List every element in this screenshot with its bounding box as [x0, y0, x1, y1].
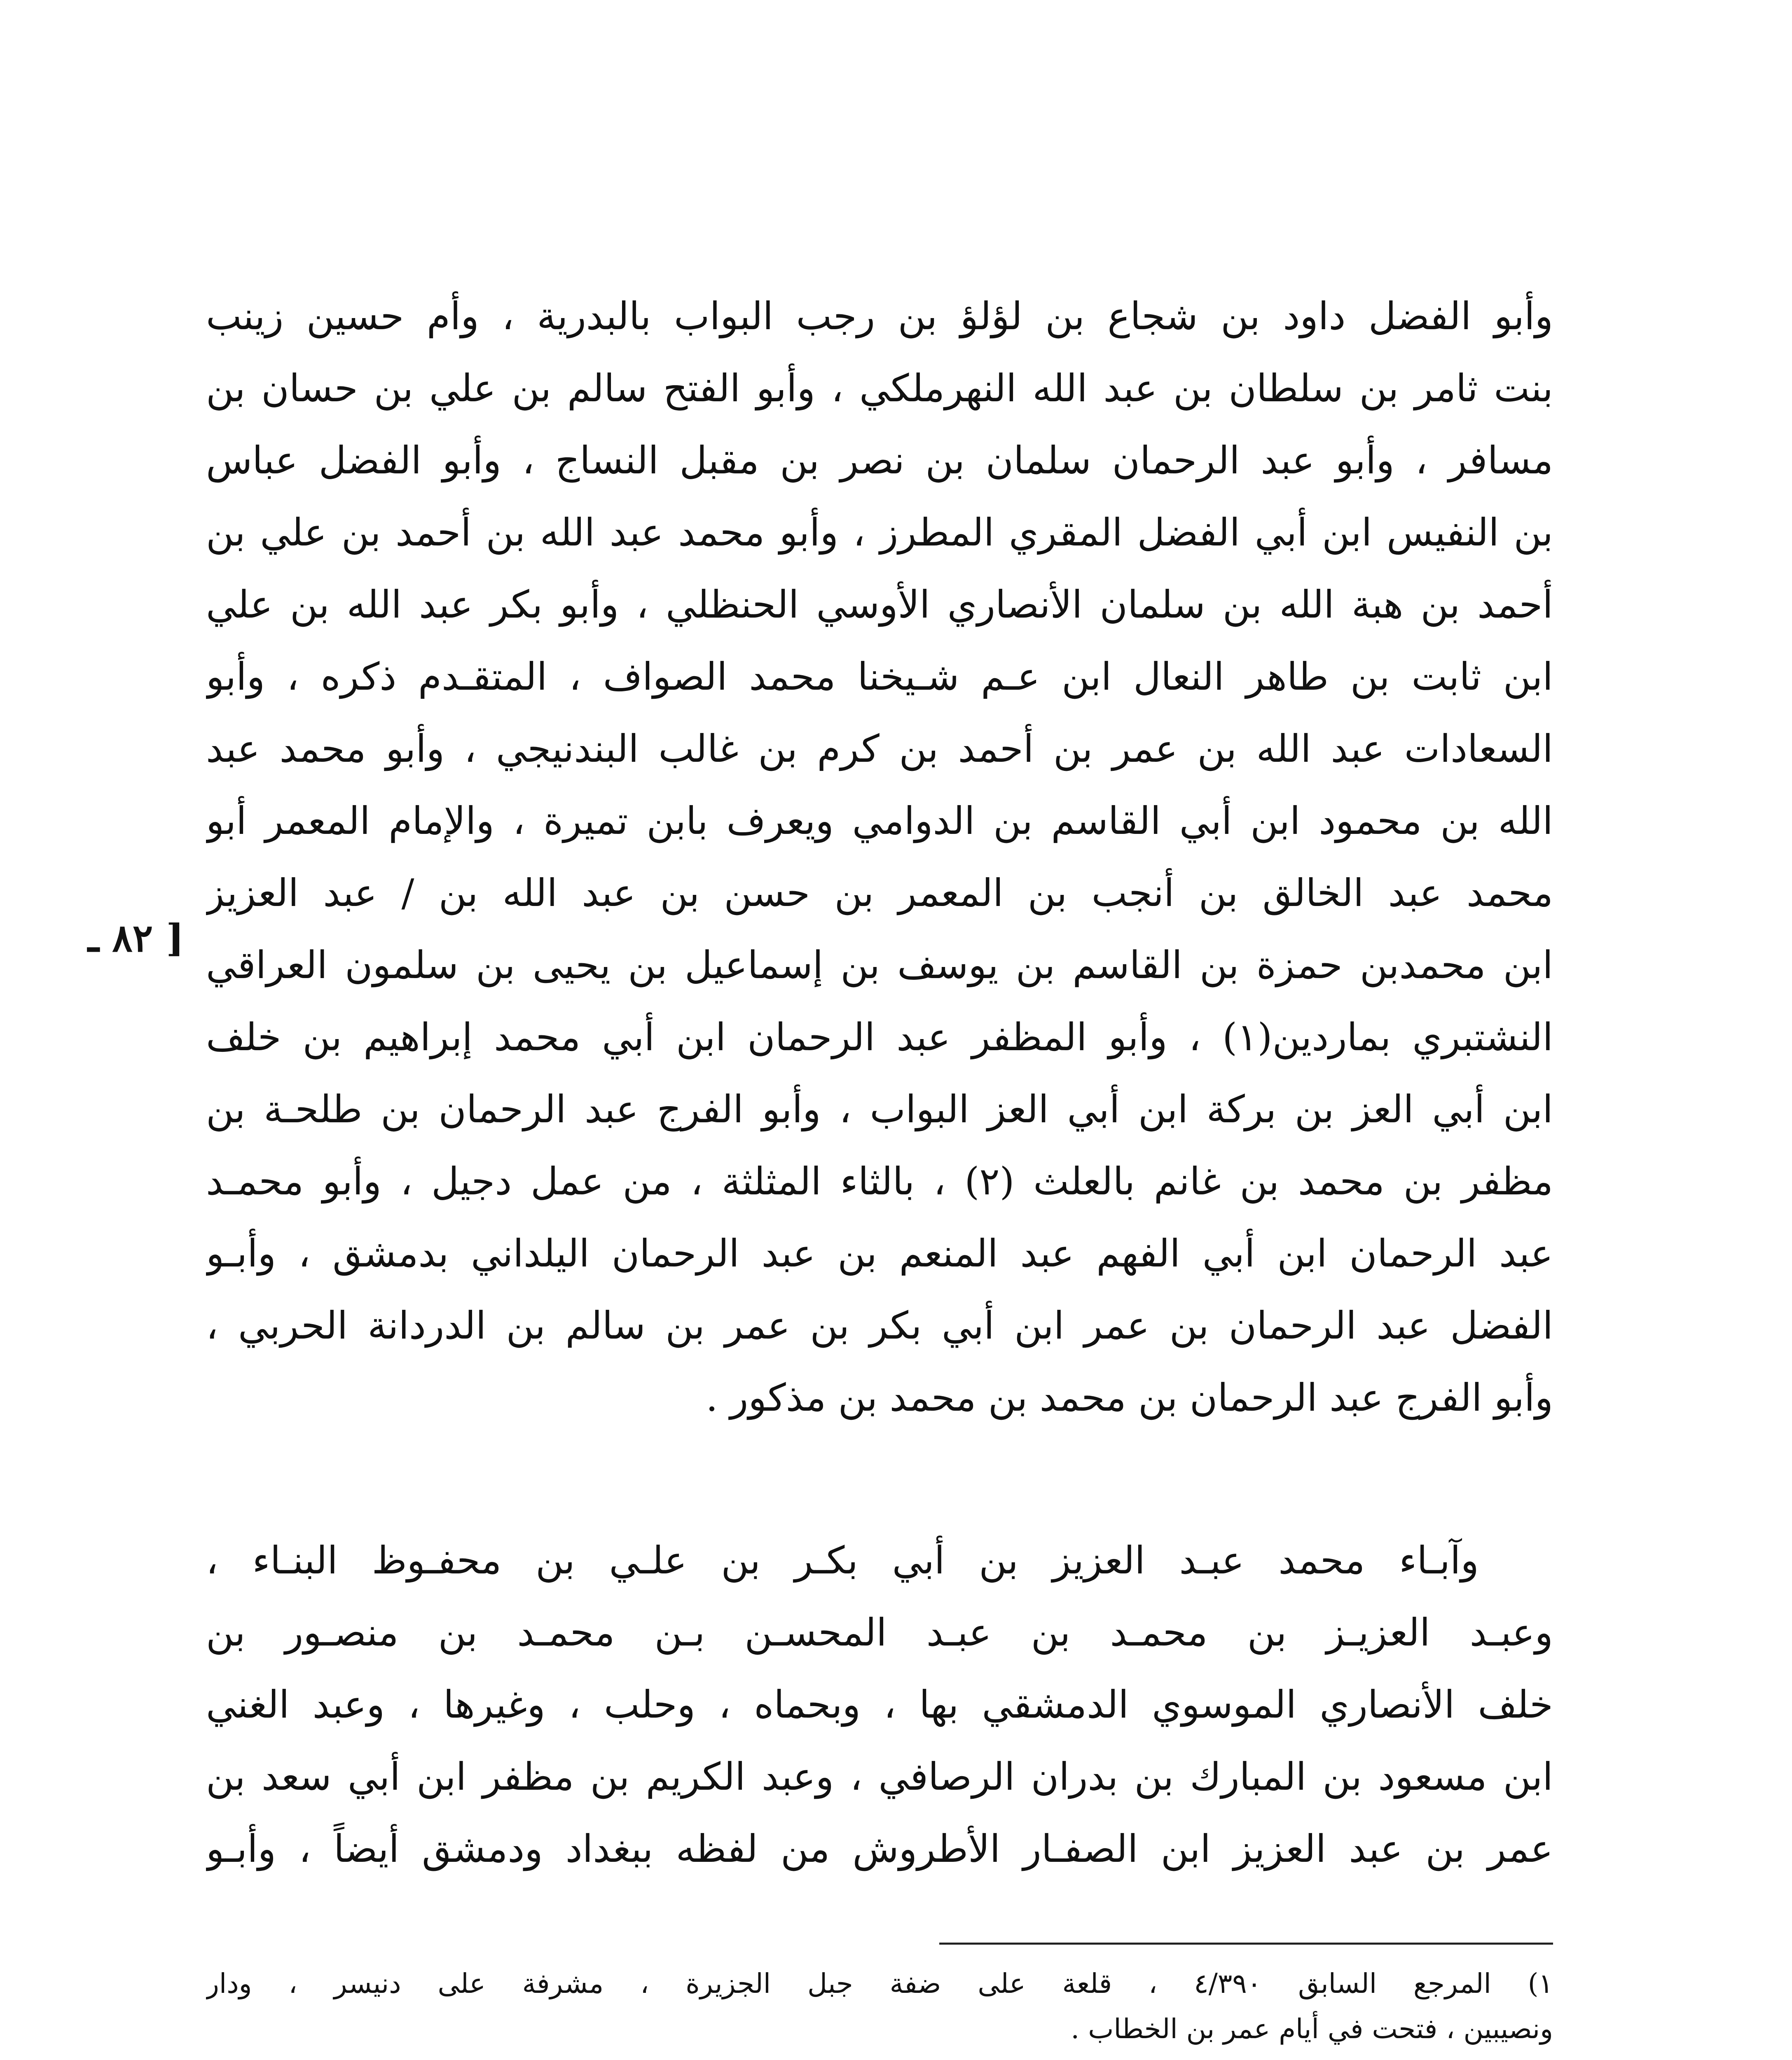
text-line: ابن محمدبن حمزة بن القاسم بن يوسف بن إسماعيل بن يحيى بن سلمون العراقي — [206, 943, 1553, 987]
text-line: السعادات عبد الله بن عمر بن أحمد بن كرم بن غالب البندنيجي ، وأبو محمد عبد — [206, 727, 1553, 771]
text-line: محمد عبد الخالق بن أنجب بن المعمر بن حسن بن عبد الله بن / عبد العزيز — [206, 871, 1553, 915]
text-line: وعبـد العزيـز بن محمـد بن عبـد المحسـن بـن محمـد بن منصـور بن — [206, 1611, 1553, 1655]
text-line: وأبو الفرج عبد الرحمان بن محمد بن محمد بن مذكور . — [706, 1376, 1553, 1420]
footnotes — [206, 1961, 1553, 2060]
text-line: مسافر ، وأبو عبد الرحمان سلمان بن نصر بن مقبل النساج ، وأبو الفضل عباس — [206, 438, 1553, 482]
text-line: ابن أبي العز بن بركة ابن أبي العز البواب ، وأبو الفرج عبد الرحمان بن طلحـة بن — [206, 1087, 1553, 1131]
text-line: ابن ثابت بن طاهر النعال ابن عـم شـيخنا محمد الصواف ، المتقـدم ذكره ، وأبو — [206, 655, 1553, 699]
paragraph-2 — [206, 1524, 1553, 1885]
text-line: الفضل عبد الرحمان بن عمر ابن أبي بكر بن عمر بن سالم بن الدردانة الحربي ، — [206, 1304, 1553, 1348]
text-line: الله بن محمود ابن أبي القاسم بن الدوامي ويعرف بابن تميرة ، والإمام المعمر أبو — [206, 799, 1553, 843]
margin-folio-marker: [ ٨٢ ـ — [88, 916, 184, 960]
text-line: وآبـاء محمد عبـد العزيز بن أبي بكـر بن علـي بن محفـوظ البنـاء ، — [206, 1538, 1479, 1582]
footnote-divider — [939, 1943, 1553, 1945]
footnote-line: ونصيبين ، فتحت في أيام عمر بن الخطاب . — [1071, 2013, 1553, 2045]
text-line: ابن مسعود بن المبارك بن بدران الرصافي ، وعبد الكريم بن مظفر ابن أبي سعد بن — [206, 1755, 1553, 1799]
text-line: وأبو الفضل داود بن شجاع بن لؤلؤ بن رجب البواب بالبدرية ، وأم حسين زينب — [206, 294, 1553, 338]
text-line: بنت ثامر بن سلطان بن عبد الله النهرملكي ، وأبو الفتح سالم بن علي بن حسان بن — [206, 366, 1553, 410]
text-line: عمر بن عبد العزيز ابن الصفـار الأطروش من لفظه ببغداد ودمشق أيضاً ، وأبـو — [206, 1827, 1553, 1871]
footnote-line: ١) المرجع السابق ٤/٣٩٠ ، قلعة على ضفة جبل الجزيرة ، مشرفة على دنيسر ، ودار — [206, 1968, 1553, 1999]
text-line: أحمد بن هبة الله بن سلمان الأنصاري الأوسي الحنظلي ، وأبو بكر عبد الله بن علي — [206, 583, 1553, 627]
text-line: بن النفيس ابن أبي الفضل المقري المطرز ، وأبو محمد عبد الله بن أحمد بن علي بن — [206, 510, 1553, 555]
paragraph-1 — [206, 280, 1553, 1434]
text-line: خلف الأنصاري الموسوي الدمشقي بها ، وبحماه ، وحلب ، وغيرها ، وعبد الغني — [206, 1683, 1553, 1727]
footnote-1 — [206, 1961, 1553, 2052]
text-line: النشتبري بماردين(١) ، وأبو المظفر عبد الرحمان ابن أبي محمد إبراهيم بن خلف — [206, 1015, 1553, 1059]
text-line: مظفر بن محمد بن غانم بالعلث (٢) ، بالثاء المثلثة ، من عمل دجيل ، وأبو محمـد — [206, 1159, 1553, 1203]
text-line: عبد الرحمان ابن أبي الفهم عبد المنعم بن عبد الرحمان اليلداني بدمشق ، وأبـو — [206, 1231, 1553, 1276]
